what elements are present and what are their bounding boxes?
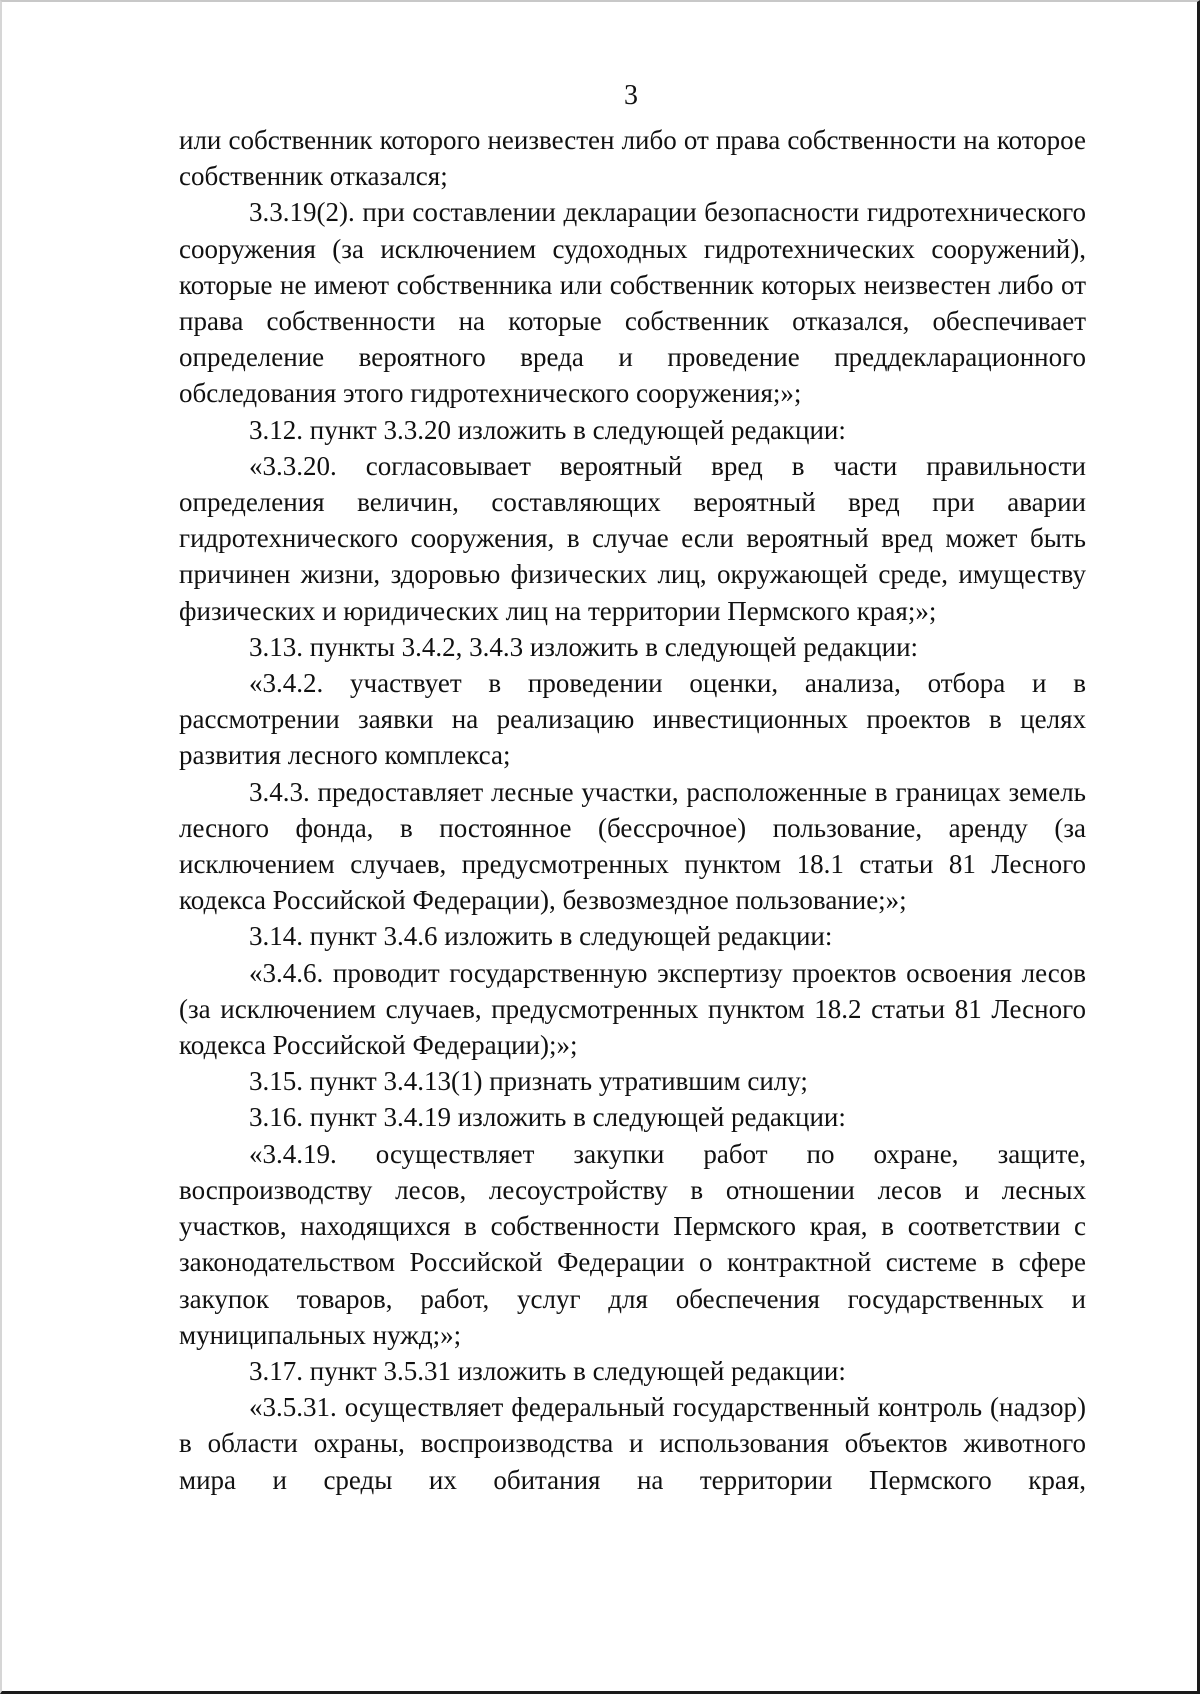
paragraph-4: «3.3.20. согласовывает вероятный вред в части правильности определения величин, составляющих вероятный вред при аварии гидротехнического сооружения, в случае если вероятный вред может быть причинен жизни, здоровью физических лиц, окружающей среде, имуществу физических и юридических лиц на территории Пермского края;»; xyxy=(179,450,1086,626)
paragraph-9: «3.4.6. проводит государственную экспертизу проектов освоения лесов (за исключением случаев, предусмотренных пунктом 18.2 статьи 81 Лесного кодекса Российской Федерации);»; xyxy=(179,957,1086,1061)
paragraph-14: «3.5.31. осуществляет федеральный государственный контроль (надзор) в области охраны, воспроизводства и использования объектов животного мира и среды их обитания на территории Пермского края, xyxy=(179,1392,1086,1495)
paragraph-10: 3.15. пункт 3.4.13(1) признать утратившим силу; xyxy=(249,1066,808,1097)
paragraph-1: или собственник которого неизвестен либо от права собственности на которое собственник отказался; xyxy=(179,125,1086,192)
document-body xyxy=(179,122,1086,1498)
paragraph-13: 3.17. пункт 3.5.31 изложить в следующей редакции: xyxy=(249,1355,846,1386)
paragraph-8: 3.14. пункт 3.4.6 изложить в следующей редакции: xyxy=(249,921,833,952)
paragraph-7: 3.4.3. предоставляет лесные участки, расположенные в границах земель лесного фонда, в постоянное (бессрочное) пользование, аренду (за исключением случаев, предусмотренных пунктом 18.1 статьи 81 Лесного кодекса Российской Федерации), безвозмездное пользование;»; xyxy=(179,776,1086,916)
paragraph-12: «3.4.19. осуществляет закупки работ по охране, защите, воспроизводству лесов, лесоустройству в отношении лесов и лесных участков, находящихся в собственности Пермского края, в соответствии с законодательством Российской Федерации о контрактной системе в сфере закупок товаров, работ, услуг для обеспечения государственных и муниципальных нужд;»; xyxy=(179,1138,1086,1350)
paragraph-6: «3.4.2. участвует в проведении оценки, анализа, отбора и в рассмотрении заявки на реализацию инвестиционных проектов в целях развития лесного комплекса; xyxy=(179,668,1086,771)
paragraph-2: 3.3.19(2). при составлении декларации безопасности гидротехнического сооружения (за исключением судоходных гидротехнических сооружений), которые не имеют собственника или собственник которых неизвестен либо от права собственности на которые собственник отказался, обеспечивает определение вероятного вреда и проведение преддекларационного обследования этого гидротехнического сооружения;»; xyxy=(179,197,1086,409)
paragraph-11: 3.16. пункт 3.4.19 изложить в следующей редакции: xyxy=(249,1102,846,1133)
paragraph-3: 3.12. пункт 3.3.20 изложить в следующей редакции: xyxy=(249,414,846,445)
page-number: 3 xyxy=(624,80,638,111)
paragraph-5: 3.13. пункты 3.4.2, 3.4.3 изложить в следующей редакции: xyxy=(249,631,919,662)
